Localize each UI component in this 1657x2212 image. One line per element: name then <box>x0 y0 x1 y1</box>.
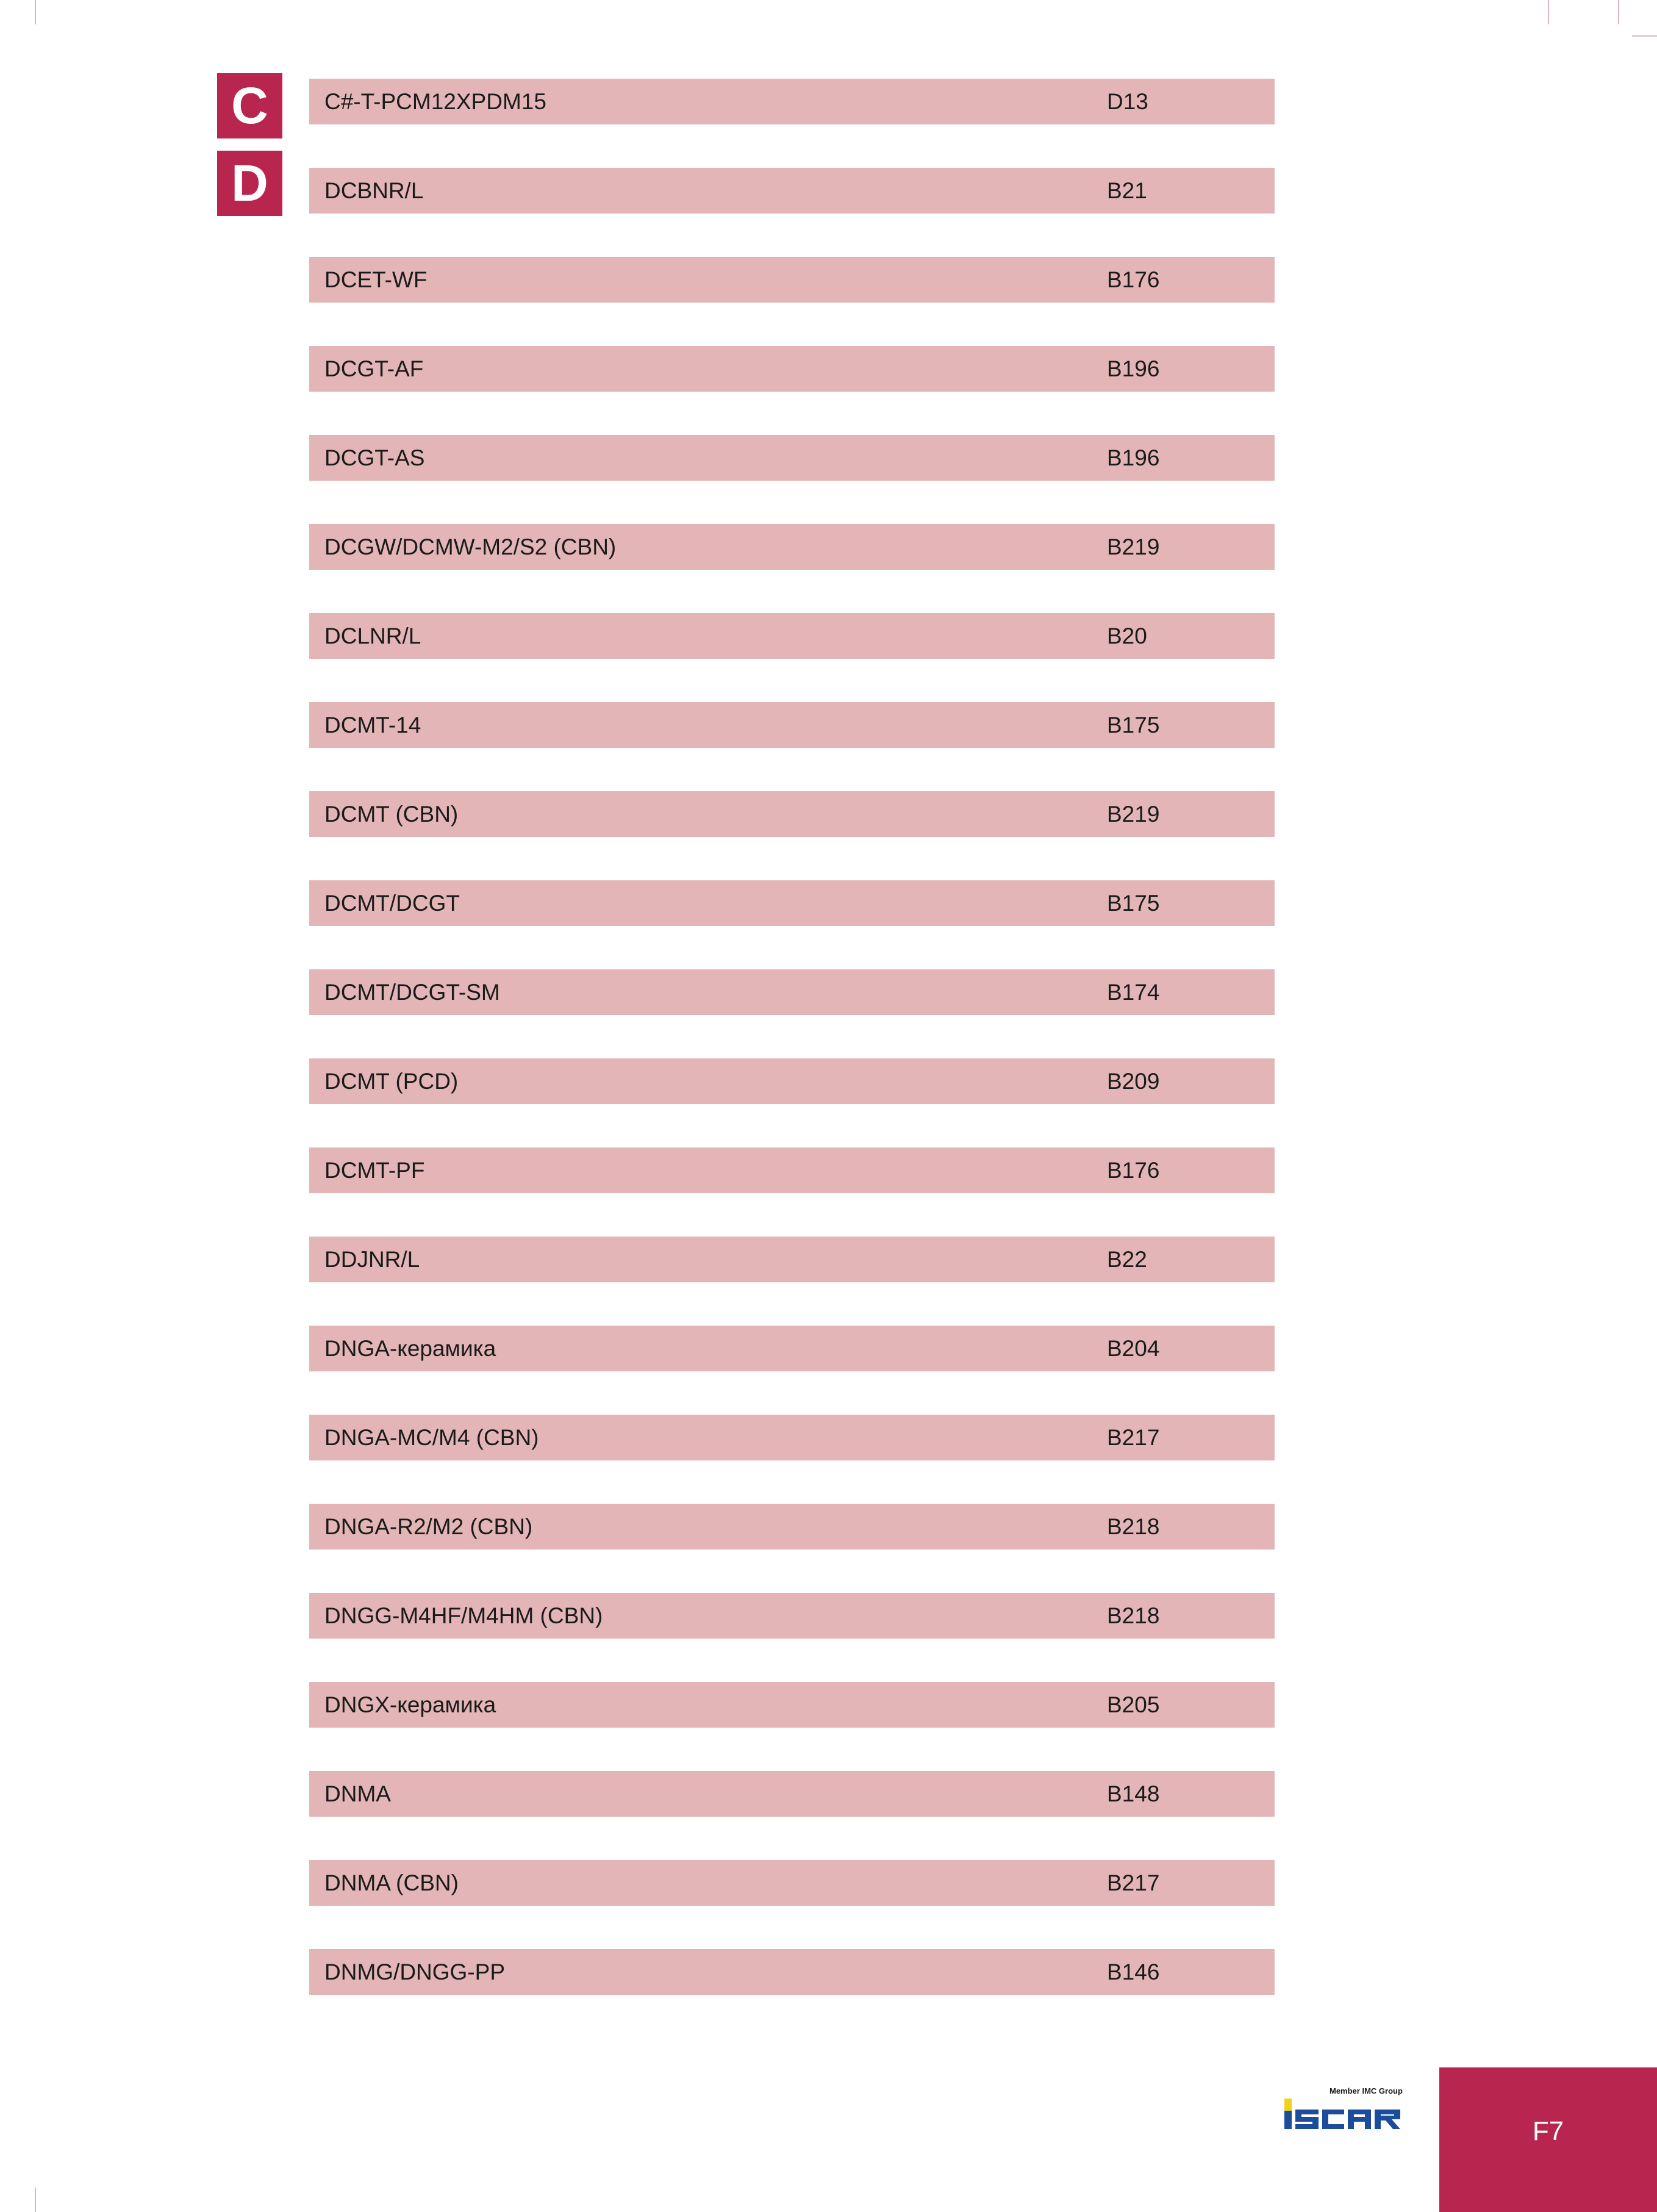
item-name: DNGA-керамика <box>324 1335 496 1361</box>
item-name: DCGW/DCMW-M2/S2 (CBN) <box>324 534 617 559</box>
index-row <box>309 613 1275 659</box>
item-page-reference: B146 <box>1107 1959 1160 1984</box>
iscar-logo <box>1281 2086 1409 2139</box>
iscar-logo-icon <box>1281 2086 1409 2139</box>
item-page-reference: B218 <box>1107 1514 1160 1539</box>
index-row <box>309 1682 1275 1728</box>
index-row <box>309 79 1275 124</box>
item-page-reference: B219 <box>1107 534 1160 559</box>
crop-mark <box>1618 0 1619 24</box>
crop-mark <box>35 2188 36 2212</box>
item-name: DCMT (PCD) <box>324 1068 459 1094</box>
item-page-reference: B148 <box>1107 1781 1160 1806</box>
item-page-reference: B196 <box>1107 356 1160 381</box>
index-row <box>309 880 1275 926</box>
index-row <box>309 1593 1275 1639</box>
item-page-reference: B176 <box>1107 1157 1160 1183</box>
index-row <box>309 524 1275 570</box>
index-row <box>309 1949 1275 1995</box>
index-row <box>309 791 1275 837</box>
item-page-reference: B175 <box>1107 890 1160 916</box>
item-name: DCMT/DCGT <box>324 890 460 916</box>
item-name: DNGA-R2/M2 (CBN) <box>324 1514 533 1539</box>
item-name: DCMT-14 <box>324 712 421 738</box>
crop-mark <box>1632 35 1657 37</box>
item-page-reference: B20 <box>1107 623 1147 648</box>
page-number: F7 <box>1439 2067 1657 2212</box>
item-name: DCGT-AS <box>324 445 425 470</box>
index-row <box>309 1147 1275 1193</box>
item-name: DNMA (CBN) <box>324 1870 459 1895</box>
index-row <box>309 257 1275 303</box>
item-name: DCMT (CBN) <box>324 801 459 827</box>
item-name: DCLNR/L <box>324 623 421 648</box>
item-name: C#-T-PCM12XPDM15 <box>324 88 546 114</box>
item-name: DCMT-PF <box>324 1157 425 1183</box>
item-name: DCGT-AF <box>324 356 424 381</box>
index-row <box>309 1058 1275 1104</box>
item-name: DCBNR/L <box>324 178 424 203</box>
index-row <box>309 1326 1275 1371</box>
crop-mark <box>35 0 36 24</box>
item-name: DNGX-керамика <box>324 1692 496 1717</box>
item-name: DNMA <box>324 1781 391 1806</box>
item-page-reference: B217 <box>1107 1424 1160 1450</box>
item-name: DCET-WF <box>324 267 428 292</box>
item-name: DNGA-MC/M4 (CBN) <box>324 1424 539 1450</box>
item-page-reference: B217 <box>1107 1870 1160 1895</box>
item-page-reference: B218 <box>1107 1603 1160 1628</box>
item-name: DNGG-M4HF/M4HM (CBN) <box>324 1603 603 1628</box>
index-row <box>309 1771 1275 1817</box>
item-name: DNMG/DNGG-PP <box>324 1959 505 1984</box>
index-row <box>309 702 1275 748</box>
index-letter-d: D <box>217 151 282 216</box>
index-row <box>309 168 1275 214</box>
crop-mark <box>1548 0 1549 24</box>
item-page-reference: B204 <box>1107 1335 1160 1361</box>
item-name: DCMT/DCGT-SM <box>324 979 500 1005</box>
logo-tagline: Member IMC Group <box>1330 2086 1403 2095</box>
index-row <box>309 1860 1275 1906</box>
item-page-reference: B21 <box>1107 178 1147 203</box>
item-page-reference: B209 <box>1107 1068 1160 1094</box>
item-page-reference: B196 <box>1107 445 1160 470</box>
item-page-reference: B22 <box>1107 1246 1147 1272</box>
index-letter-c: C <box>217 73 282 138</box>
item-page-reference: B176 <box>1107 267 1160 292</box>
item-page-reference: D13 <box>1107 88 1148 114</box>
item-page-reference: B174 <box>1107 979 1160 1005</box>
item-name: DDJNR/L <box>324 1246 420 1272</box>
index-row <box>309 1415 1275 1460</box>
index-row <box>309 435 1275 481</box>
item-page-reference: B175 <box>1107 712 1160 738</box>
index-row <box>309 1237 1275 1282</box>
item-page-reference: B205 <box>1107 1692 1160 1717</box>
index-row <box>309 969 1275 1015</box>
item-page-reference: B219 <box>1107 801 1160 827</box>
index-row <box>309 346 1275 392</box>
index-row <box>309 1504 1275 1549</box>
